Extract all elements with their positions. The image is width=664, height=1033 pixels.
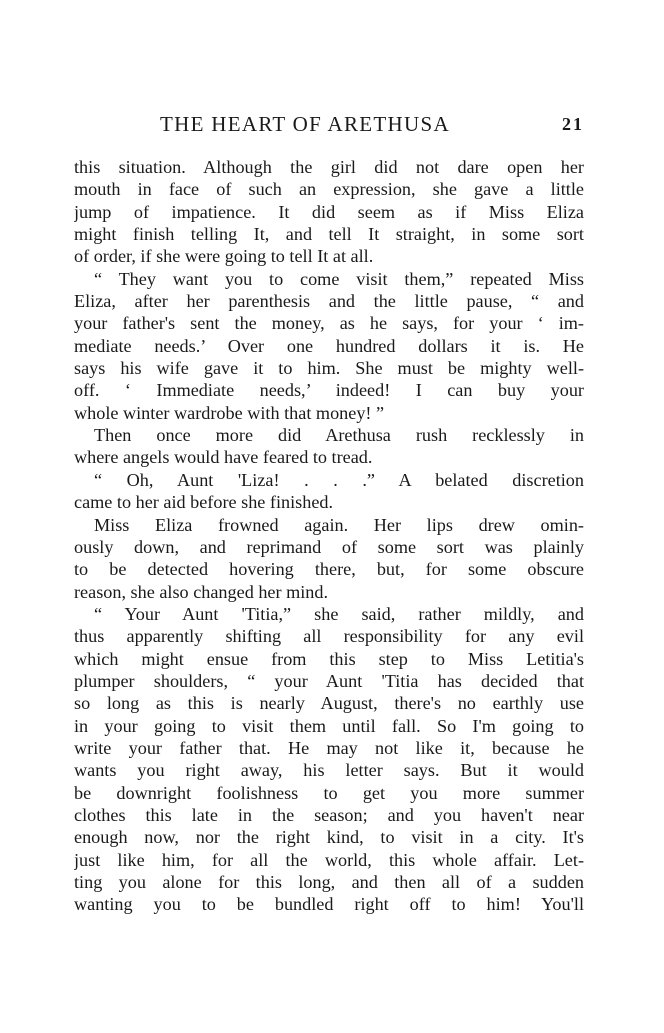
- text-line: in your going to visit them until fall. So I'm going to: [74, 715, 584, 736]
- text-line: came to her aid before she finished.: [74, 492, 334, 513]
- text-line: where angels would have feared to tread.: [74, 447, 373, 468]
- text-line: mediate needs.’ Over one hundred dollars it is. He: [74, 335, 584, 356]
- text-line: Then once more did Arethusa rush recklessly in: [94, 425, 584, 446]
- text-line: Miss Eliza frowned again. Her lips drew omin-: [94, 514, 584, 535]
- text-line: “ Oh, Aunt 'Liza! . . .” A belated discretion: [94, 469, 584, 490]
- text-line: “ Your Aunt 'Titia,” she said, rather mildly, and: [94, 603, 584, 624]
- text-line: which might ensue from this step to Miss Letitia's: [74, 648, 584, 669]
- text-line: might finish telling It, and tell It straight, in some sort: [74, 224, 584, 245]
- text-line: write your father that. He may not like it, because he: [74, 737, 584, 758]
- running-head: [74, 112, 584, 140]
- text-line: reason, she also changed her mind.: [74, 581, 329, 602]
- page-number: 21: [562, 114, 584, 134]
- book-title: THE HEART OF ARETHUSA: [160, 112, 450, 136]
- text-line: wanting you to be bundled right off to him! You'll: [74, 894, 584, 915]
- text-line: ting you alone for this long, and then all of a sudden: [74, 872, 584, 892]
- text-line: plumper shoulders, “ your Aunt 'Titia has decided that: [74, 670, 584, 691]
- text-line: wants you right away, his letter says. But it would: [74, 760, 584, 781]
- text-line: mouth in face of such an expression, she gave a little: [74, 179, 584, 200]
- body-text: [74, 156, 584, 916]
- text-line: Eliza, after her parenthesis and the little pause, “ and: [74, 291, 584, 312]
- text-line: be downright foolishness to get you more summer: [74, 782, 584, 803]
- text-line: jump of impatience. It did seem as if Miss Eliza: [74, 201, 584, 222]
- text-line: whole winter wardrobe with that money! ”: [74, 402, 385, 423]
- text-line: enough now, nor the right kind, to visit in a city. It's: [74, 827, 584, 848]
- text-line: this situation. Although the girl did not dare open her: [74, 157, 584, 177]
- text-line: to be detected hovering there, but, for some obscure: [74, 559, 584, 580]
- text-line: says his wife gave it to him. She must be mighty well-: [74, 358, 584, 379]
- text-line: ously down, and reprimand of some sort was plainly: [74, 536, 584, 557]
- text-line: off. ‘ Immediate needs,’ indeed! I can buy your: [74, 380, 584, 401]
- text-line: just like him, for all the world, this whole affair. Let-: [74, 849, 584, 870]
- text-line: so long as this is nearly August, there's no earthly use: [74, 693, 584, 714]
- text-line: of order, if she were going to tell It at all.: [74, 246, 374, 267]
- text-line: thus apparently shifting all responsibility for any evil: [74, 626, 584, 647]
- text-line: clothes this late in the season; and you haven't near: [74, 804, 584, 825]
- text-line: your father's sent the money, as he says, for your ‘ im-: [74, 313, 584, 334]
- text-line: “ They want you to come visit them,” repeated Miss: [94, 268, 584, 289]
